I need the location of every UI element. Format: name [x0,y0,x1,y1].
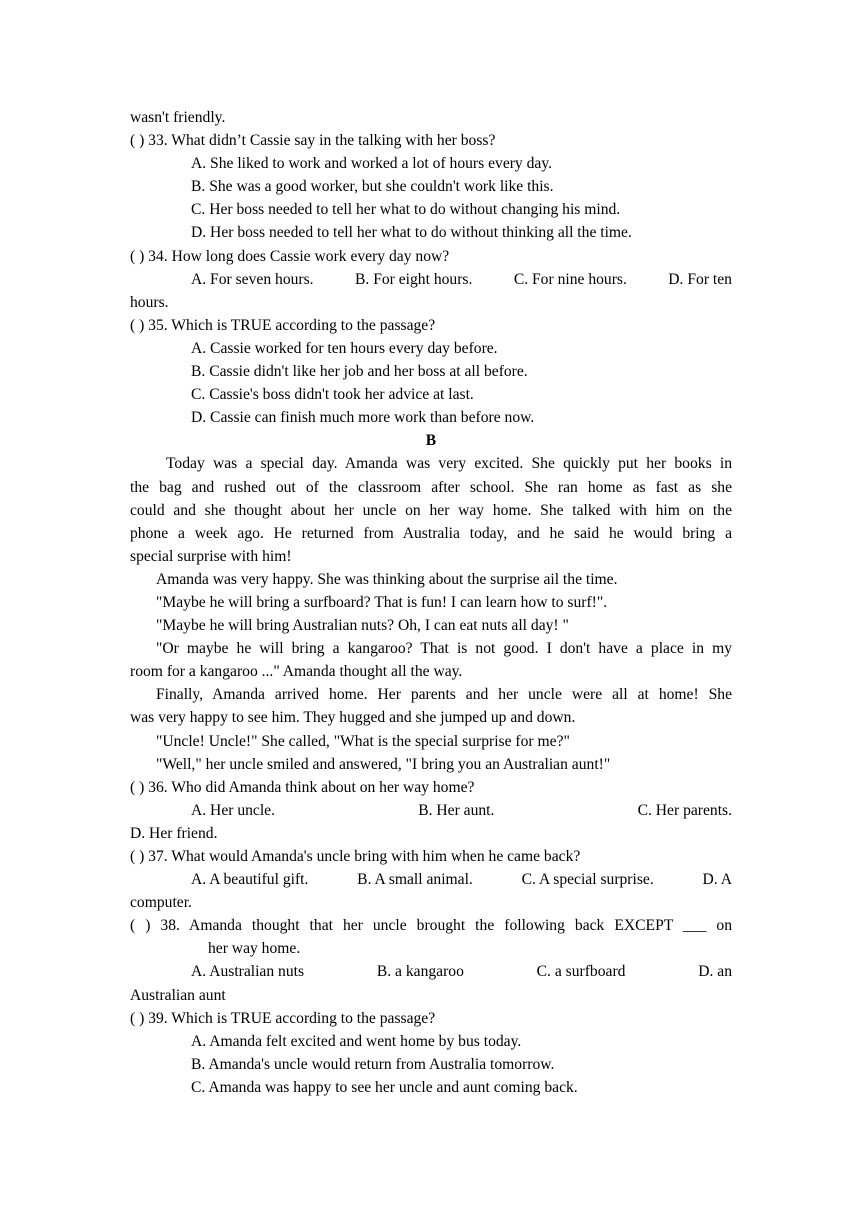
option-38d: D. an [698,963,732,981]
passage-line: room for a kangaroo ..." Amanda thought all the way. [130,663,463,681]
option-38a: A. Australian nuts [191,963,305,981]
option-39c: C. Amanda was happy to see her uncle and aunt coming back. [191,1078,578,1096]
passage-line: Today was a special day. Amanda was very excited. She quickly put her books in [166,455,732,473]
option-33c: C. Her boss needed to tell her what to do without changing his mind. [191,201,621,219]
option-39a: A. Amanda felt excited and went home by bus today. [191,1032,522,1050]
question-35: ( ) 35. Which is TRUE according to the passage? [130,316,436,334]
option-35a: A. Cassie worked for ten hours every day before. [191,339,498,357]
document-page [130,106,732,1099]
option-34d: D. For ten [668,270,732,288]
option-35c: C. Cassie's boss didn't took her advice at last. [191,386,474,404]
option-39b: B. Amanda's uncle would return from Australia tomorrow. [191,1055,555,1073]
passage-line: special surprise with him! [130,547,292,565]
option-34d-continued: hours. [130,293,169,311]
option-36c: C. Her parents. [637,801,732,819]
passage-line: phone a week ago. He returned from Australia today, and he said he would bring a [130,524,732,542]
section-heading-b: B [425,432,437,450]
option-33b: B. She was a good worker, but she couldn't work like this. [191,178,554,196]
passage-line: the bag and rushed out of the classroom after school. She ran home as fast as she [130,478,732,496]
passage-line: Finally, Amanda arrived home. Her parents and her uncle were all at home! She [156,686,732,704]
option-34a: A. For seven hours. [191,270,314,288]
passage-line: "Or maybe he will bring a kangaroo? That is not good. I don't have a place in my [156,640,732,658]
option-38b: B. a kangaroo [376,963,464,981]
option-38d-continued: Australian aunt [130,986,226,1004]
question-33: ( ) 33. What didn’t Cassie say in the talking with her boss? [130,132,496,150]
option-36d: D. Her friend. [130,824,218,842]
question-38: ( ) 38. Amanda thought that her uncle brought the following back EXCEPT ___ on [130,917,732,935]
passage-line: "Maybe he will bring a surfboard? That is fun! I can learn how to surf!". [156,593,608,611]
option-34c: C. For nine hours. [513,270,627,288]
options-36-row [130,799,732,822]
option-36a: A. Her uncle. [191,801,275,819]
option-37b: B. A small animal. [357,871,473,889]
option-34b: B. For eight hours. [355,270,473,288]
options-34-row [130,268,732,291]
option-38c: C. a surfboard [536,963,626,981]
text-line: wasn't friendly. [130,109,226,126]
option-37a: A. A beautiful gift. [191,871,309,889]
option-37d: D. A [702,871,732,889]
option-33d: D. Her boss needed to tell her what to do without thinking all the time. [191,224,632,242]
option-35b: B. Cassie didn't like her job and her boss at all before. [191,363,528,381]
question-37: ( ) 37. What would Amanda's uncle bring with him when he came back? [130,848,581,865]
passage-line: "Maybe he will bring Australian nuts? Oh, I can eat nuts all day! " [156,617,569,635]
option-37c: C. A special surprise. [521,871,654,889]
options-37-row [130,868,732,891]
question-38-continued: her way home. [208,940,301,958]
option-33a: A. She liked to work and worked a lot of hours every day. [191,155,553,173]
option-36b: B. Her aunt. [418,801,495,819]
question-39: ( ) 39. Which is TRUE according to the passage? [130,1009,436,1027]
question-34: ( ) 34. How long does Cassie work every day now? [130,247,450,265]
question-36: ( ) 36. Who did Amanda think about on her way home? [130,778,475,796]
option-35d: D. Cassie can finish much more work than before now. [191,409,535,427]
passage-line: was very happy to see him. They hugged and she jumped up and down. [130,709,576,727]
passage-line: "Well," her uncle smiled and answered, "I bring you an Australian aunt!" [156,755,611,773]
passage-line: Amanda was very happy. She was thinking about the surprise ail the time. [156,570,618,588]
passage-line: could and she thought about her uncle on her way home. She talked with him on the [130,501,732,519]
option-37d-continued: computer. [130,894,192,912]
options-38-row [130,960,732,983]
passage-line: "Uncle! Uncle!" She called, "What is the special surprise for me?" [156,732,570,750]
